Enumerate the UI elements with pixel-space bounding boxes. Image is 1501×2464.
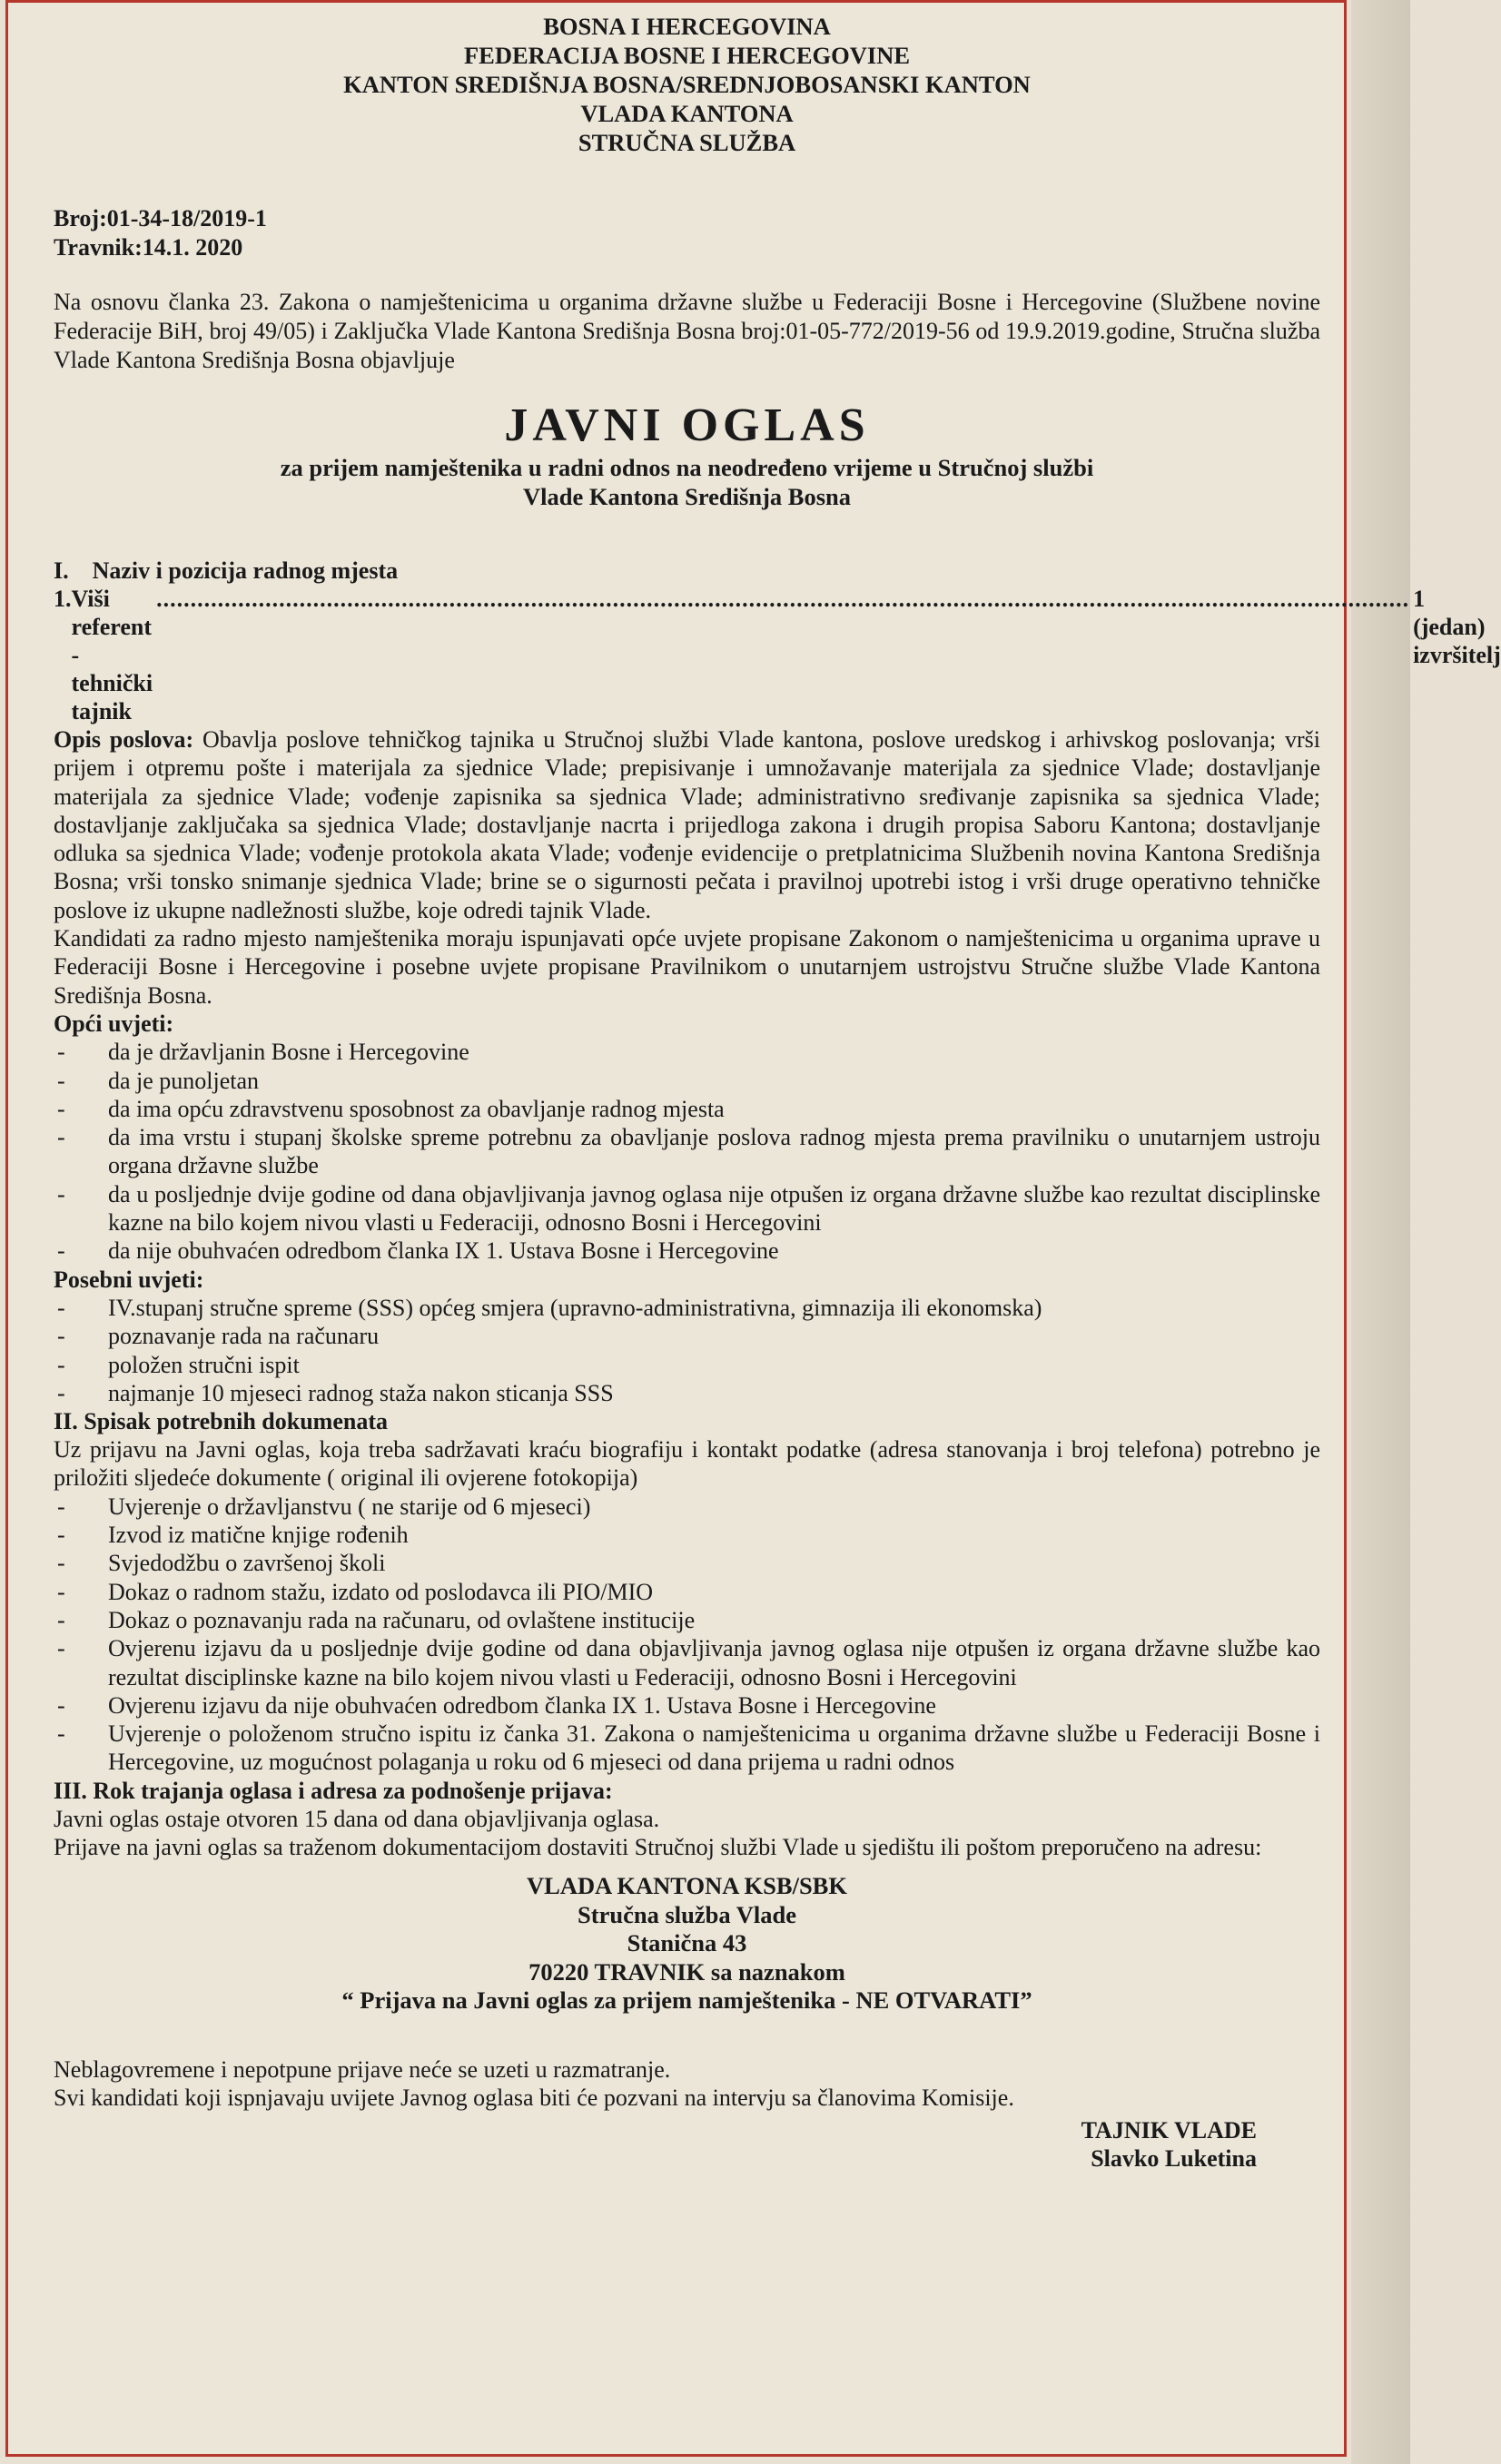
mailing-address: [54, 1872, 1320, 2016]
position-count: 1 (jedan) izvršitelj: [1413, 586, 1501, 668]
section-3-heading: III. Rok trajanja oglasa i adresa za podnošenje prijava:: [54, 1777, 613, 1804]
list-item: - Uvjerenje o položenom stručno ispitu iz čanka 31. Zakona o namještenicima u organima državne službe u Federaciji Bosne i Hercegovine, uz mogućnost polaganja u roku od 6 mjeseci od dana prijema u radni odnos: [54, 1720, 1320, 1777]
subtitle-line: Vlade Kantona Središnja Bosna: [522, 483, 852, 510]
submission-text: Prijave na javni oglas sa traženom dokumentacijom dostaviti Stručnoj službi Vlade u sjedištu ili poštom preporučeno na adresu:: [54, 1833, 1262, 1860]
duties-label: Opis poslova:: [54, 726, 194, 753]
list-item: - Dokaz o poznavanju rada na računaru, od ovlaštene institucije: [54, 1606, 1320, 1634]
list-item: - Ovjerenu izjavu da nije obuhvaćen odredbom članka IX 1. Ustava Bosne i Hercegovine: [54, 1691, 1320, 1720]
document-header: [54, 12, 1320, 157]
address-line: 70220 TRAVNIK sa naznakom: [528, 1957, 845, 1986]
documents-intro: Uz prijavu na Javni oglas, koja treba sadržavati kraću biografiju i kontakt podatke (adresa stanovanja i broj telefona) potrebno je priložiti sljedeće dokumente ( original ili ovjerene fotokopija): [54, 1436, 1320, 1492]
signature-block: [54, 2116, 1320, 2173]
position-name: Viši referent - tehnički tajnik: [71, 586, 153, 724]
list-item: - da je državljanin Bosne i Hercegovine: [54, 1038, 1320, 1066]
background-strip: [1351, 0, 1410, 2464]
general-conditions-list: [54, 1038, 1320, 1265]
header-line: KANTON SREDIŠNJA BOSNA/SREDNJOBOSANSKI KANTON: [343, 71, 1031, 98]
address-line: Stručna služba Vlade: [578, 1900, 796, 1928]
duties-text: Obavlja poslove tehničkog tajnika u Stručnoj službi Vlade kantona, poslove uredskog i arhivskog poslovanja; vrši prijem i otpremu pošte i materijala za sjednice Vlade; prepisivanje i umnožavanje materijala za sjednice Vlade; dostavljanje materijala za sjednice Vlade; vođenje zapisnika sa sjednica Vlade; administrativno sređivanje zapisnika sa sjednica Vlade; dostavljanje zaključaka sa sjednica Vlade; dostavljanje nacrta i prijedloga zakona i drugih propisa Saboru Kantona; dostavljanje odluka sa sjednica Vlade; vođenje protokola akata Vlade; vođenje evidencije o pretplatnicima Službenih novina Kantona Središnja Bosna; vrši tonsko snimanje sjednica Vlade; brine se o sigurnosti pečata i pravilnoj upotrebi istog i vrši druge operativno tehničke poslove iz ukupne nadležnosti službe, koje odredi tajnik Vlade.: [54, 726, 1320, 923]
list-item: - Ovjerenu izjavu da u posljednje dvije godine od dana objavljivanja javnog oglasa nije otpušen iz organa državne službe kao rezultat disciplinske kazne na bilo kojem nivou vlasti u Federaciji, odnosno Bosni i Hercegovini: [54, 1634, 1320, 1691]
address-line: Stanična 43: [627, 1929, 747, 1957]
signature-role: TAJNIK VLADE: [1081, 2116, 1257, 2144]
header-line: FEDERACIJA BOSNE I HERCEGOVINE: [463, 42, 911, 69]
announcement-page: [5, 0, 1501, 2457]
list-item: - da u posljednje dvije godine od dana objavljivanja javnog oglasa nije otpušen iz organa državne službe kao rezultat disciplinske kazne na bilo kojem nivou vlasti u Federaciji, odnosno Bosni i Hercegovini: [54, 1180, 1320, 1237]
list-item: - Uvjerenje o državljanstvu ( ne starije od 6 mjeseci): [54, 1493, 1320, 1521]
special-conditions-list: [54, 1294, 1320, 1407]
deadline-text: Javni oglas ostaje otvoren 15 dana od dana objavljivanja oglasa.: [54, 1805, 660, 1832]
conditions-paragraph: Kandidati za radno mjesto namještenika moraju ispunjavati opće uvjete propisane Zakonom o namještenicima u organima uprave u Federaciji Bosne i Hercegovine i posebne uvjete propisane Pravilnikom o unutarnjem ustrojstvu Stručne službe Vlade Kantona Središnja Bosna.: [54, 925, 1320, 1009]
section-2-heading: II. Spisak potrebnih dokumenata: [54, 1408, 388, 1435]
position-dots: ........................................................................................................................................................................................: [156, 586, 1410, 612]
document-subtitle: [54, 453, 1320, 511]
position-line: [54, 585, 1501, 725]
list-item: - Dokaz o radnom stažu, izdato od poslodavca ili PIO/MIO: [54, 1578, 1320, 1606]
position-number: 1.: [54, 586, 72, 612]
signature-name: Slavko Luketina: [1091, 2145, 1257, 2173]
list-item: - položen stručni ispit: [54, 1351, 1320, 1379]
intro-paragraph: Na osnovu članka 23. Zakona o namještenicima u organima državne službe u Federaciji Bosne i Hercegovine (Službene novine Federacije BiH, broj 49/05) i Zaključka Vlade Kantona Središnja Bosna broj:01-05-772/2019-56 od 19.9.2019.godine, Stručna služba Vlade Kantona Središnja Bosna objavljuje: [54, 289, 1320, 373]
header-line: VLADA KANTONA: [580, 100, 794, 127]
closing-line: Neblagovremene i nepotpune prijave neće se uzeti u razmatranje.: [54, 2055, 671, 2083]
list-item: - poznavanje rada na računaru: [54, 1322, 1320, 1350]
header-line: STRUČNA SLUŽBA: [578, 129, 796, 156]
address-line: “ Prijava na Javni oglas za prijem namještenika - NE OTVARATI”: [341, 1986, 1032, 2015]
subtitle-line: za prijem namještenika u radni odnos na neodređeno vrijeme u Stručnoj službi: [280, 454, 1094, 481]
list-item: - IV.stupanj stručne spreme (SSS) općeg smjera (upravno-administrativna, gimnazija ili ekonomska): [54, 1294, 1320, 1322]
duties-paragraph: [54, 725, 1320, 924]
list-item: - Izvod iz matične knjige rođenih: [54, 1521, 1320, 1549]
list-item: - Svjedodžbu o završenoj školi: [54, 1549, 1320, 1577]
general-conditions-label: Opći uvjeti:: [54, 1010, 174, 1037]
closing-line: Svi kandidati koji ispnjavaju uvijete Javnog oglasa biti će pozvani na intervju sa članovima Komisije.: [54, 2085, 1014, 2112]
reference-date: Travnik:14.1. 2020: [54, 234, 243, 261]
reference-number: Broj:01-34-18/2019-1: [54, 205, 267, 232]
reference-block: [54, 204, 1320, 262]
list-item: - da ima opću zdravstvenu sposobnost za obavljanje radnog mjesta: [54, 1095, 1320, 1123]
header-line: BOSNA I HERCEGOVINA: [543, 13, 831, 40]
list-item: - da je punoljetan: [54, 1067, 1320, 1095]
list-item: - najmanje 10 mjeseci radnog staža nakon sticanja SSS: [54, 1379, 1320, 1407]
closing-notes: [54, 2055, 1320, 2113]
section-1-heading: I. Naziv i pozicija radnog mjesta: [54, 557, 399, 584]
documents-list: [54, 1493, 1320, 1777]
special-conditions-label: Posebni uvjeti:: [54, 1266, 204, 1293]
document-title: JAVNI OGLAS: [504, 399, 870, 451]
list-item: - da nije obuhvaćen odredbom članka IX 1. Ustava Bosne i Hercegovine: [54, 1237, 1320, 1265]
list-item: - da ima vrstu i stupanj školske spreme potrebnu za obavljanje poslova radnog mjesta prema pravilniku o unutarnjem ustroju organa državne službe: [54, 1123, 1320, 1180]
address-line: VLADA KANTONA KSB/SBK: [527, 1872, 847, 1900]
